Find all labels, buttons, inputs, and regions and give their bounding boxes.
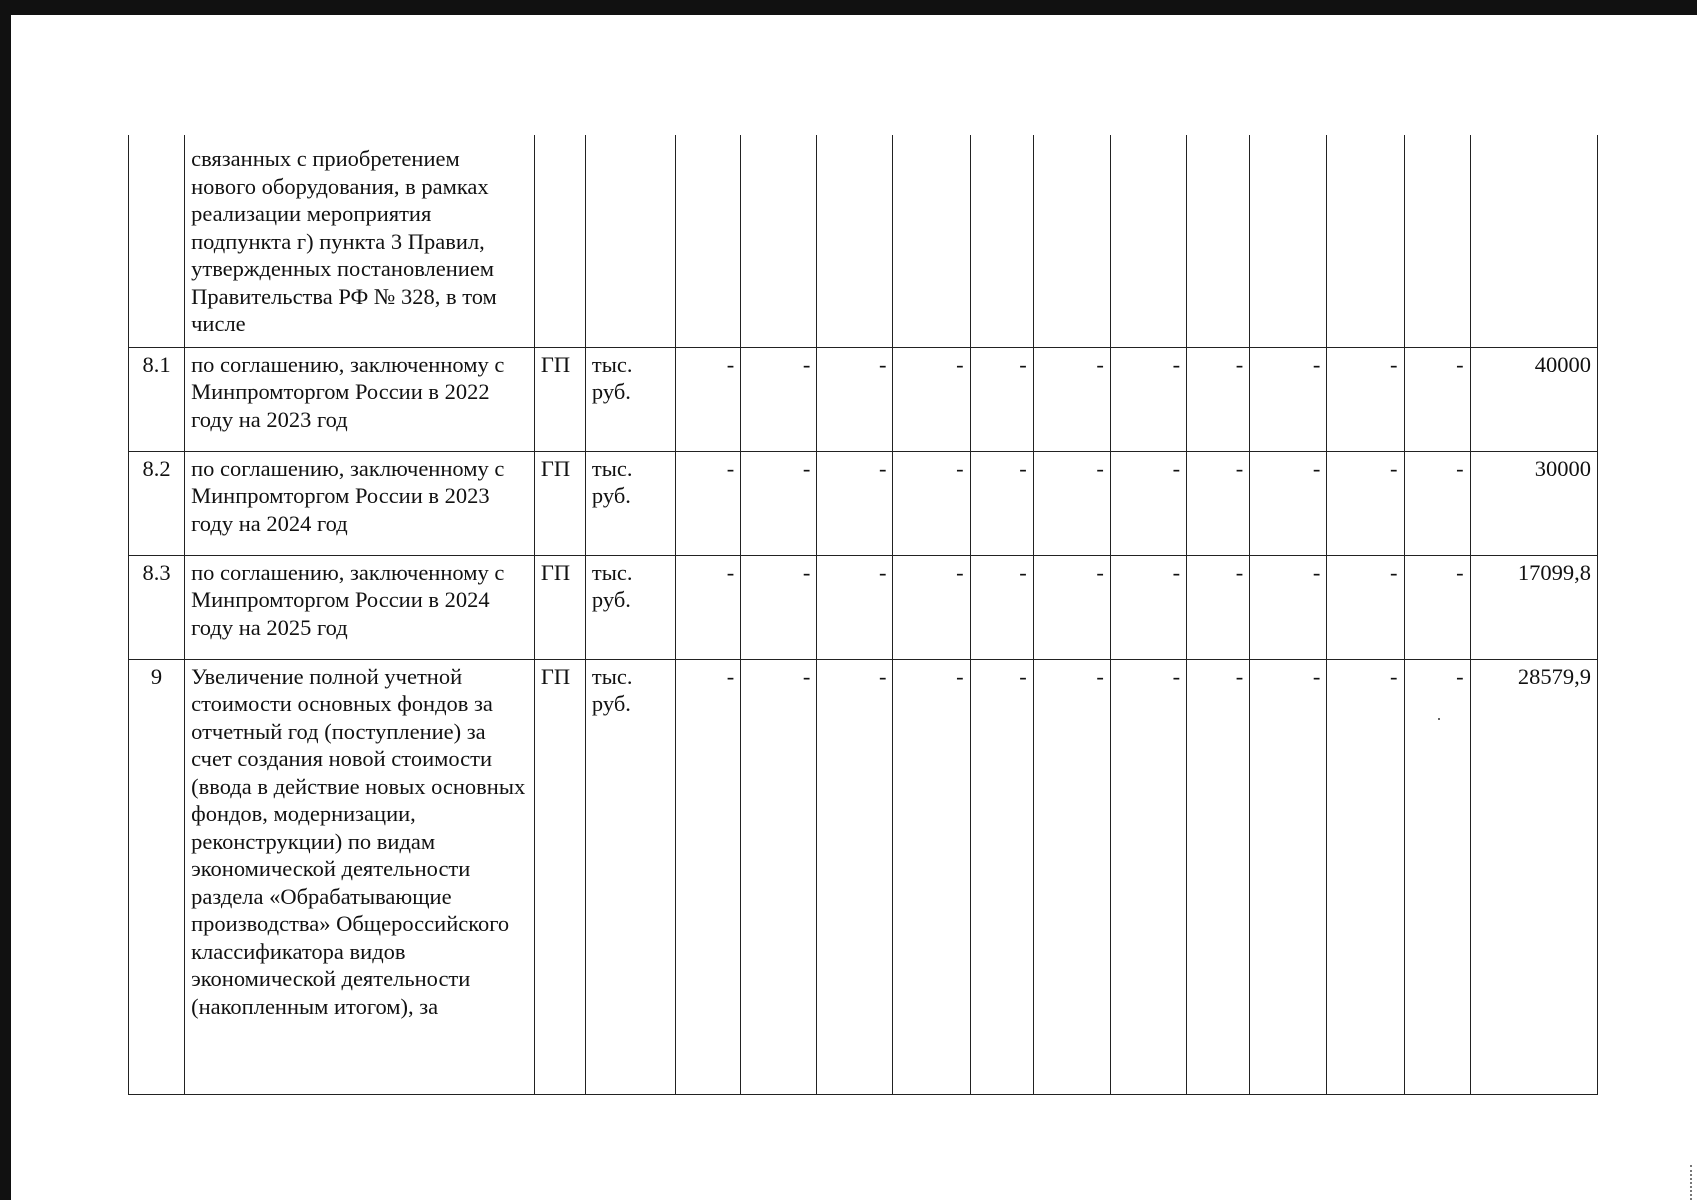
scan-edge-artifact xyxy=(1690,1165,1697,1200)
value-cell: - xyxy=(1187,659,1250,1094)
value-cell: - xyxy=(1110,451,1186,555)
responsible-code: ГП xyxy=(534,555,585,659)
scan-border-top xyxy=(0,0,1697,15)
responsible-code xyxy=(534,135,585,347)
indicators-table xyxy=(128,135,1598,1095)
value-cell: - xyxy=(1110,555,1186,659)
value-cell: - xyxy=(1110,347,1186,451)
total-value: 28579,9 xyxy=(1470,659,1597,1094)
value-cell xyxy=(1110,135,1186,347)
value-cell: - xyxy=(893,451,970,555)
table-row xyxy=(129,135,1598,347)
value-cell xyxy=(893,135,970,347)
value-cell: - xyxy=(970,659,1033,1094)
table-body xyxy=(129,135,1598,1094)
indicator-name: по соглашению, заключенному с Минпромторгом России в 2024 году на 2025 год xyxy=(185,555,535,659)
value-cell: - xyxy=(1110,659,1186,1094)
value-cell: - xyxy=(970,347,1033,451)
responsible-code: ГП xyxy=(534,347,585,451)
table-row xyxy=(129,451,1598,555)
value-cell: - xyxy=(893,347,970,451)
total-value xyxy=(1470,135,1597,347)
value-cell: - xyxy=(817,451,893,555)
unit-of-measure: тыс. руб. xyxy=(585,347,675,451)
value-cell: - xyxy=(1033,347,1110,451)
value-cell: - xyxy=(1033,555,1110,659)
value-cell: - xyxy=(676,555,741,659)
table-row xyxy=(129,347,1598,451)
responsible-code: ГП xyxy=(534,659,585,1094)
indicator-name: связанных с приобретением нового оборудования, в рамках реализации мероприятия подпункта г) пункта 3 Правил, утвержденных постановлением Правительства РФ № 328, в том числе xyxy=(185,135,535,347)
value-cell xyxy=(970,135,1033,347)
value-cell: - xyxy=(1327,555,1404,659)
indicator-name: по соглашению, заключенному с Минпромторгом России в 2023 году на 2024 год xyxy=(185,451,535,555)
value-cell: - xyxy=(893,555,970,659)
value-cell xyxy=(676,135,741,347)
value-cell: - xyxy=(1250,555,1327,659)
value-cell: - xyxy=(817,659,893,1094)
value-cell: - xyxy=(1033,451,1110,555)
unit-of-measure: тыс. руб. xyxy=(585,555,675,659)
value-cell xyxy=(1033,135,1110,347)
value-cell: - xyxy=(676,347,741,451)
row-number: 8.3 xyxy=(129,555,185,659)
value-cell: - xyxy=(741,555,817,659)
indicator-name: по соглашению, заключенному с Минпромторгом России в 2022 году на 2023 год xyxy=(185,347,535,451)
value-cell: - xyxy=(676,659,741,1094)
value-cell: - xyxy=(970,451,1033,555)
unit-of-measure: тыс. руб. xyxy=(585,451,675,555)
value-cell xyxy=(1404,135,1470,347)
responsible-code: ГП xyxy=(534,451,585,555)
value-cell xyxy=(1187,135,1250,347)
value-cell: - xyxy=(1250,451,1327,555)
value-cell: - xyxy=(817,347,893,451)
value-cell: - xyxy=(741,347,817,451)
total-value: 40000 xyxy=(1470,347,1597,451)
value-cell: - xyxy=(1187,347,1250,451)
total-value: 30000 xyxy=(1470,451,1597,555)
unit-of-measure: тыс. руб. xyxy=(585,659,675,1094)
value-cell xyxy=(817,135,893,347)
value-cell xyxy=(741,135,817,347)
value-cell: - xyxy=(1327,451,1404,555)
value-cell: - xyxy=(817,555,893,659)
value-cell: - xyxy=(1250,659,1327,1094)
value-cell: - xyxy=(1187,555,1250,659)
value-cell: - xyxy=(1404,555,1470,659)
table-row xyxy=(129,659,1598,1094)
value-cell: - xyxy=(1404,659,1470,1094)
value-cell: - xyxy=(676,451,741,555)
value-cell: - xyxy=(970,555,1033,659)
value-cell: - xyxy=(741,659,817,1094)
row-number xyxy=(129,135,185,347)
value-cell: - xyxy=(1327,347,1404,451)
total-value: 17099,8 xyxy=(1470,555,1597,659)
value-cell: - xyxy=(893,659,970,1094)
value-cell: - xyxy=(1404,347,1470,451)
indicator-name: Увеличение полной учетной стоимости основных фондов за отчетный год (поступление) за счет создания новой стоимости (ввода в действие новых основных фондов, модернизации, реконструкции) по видам экономической деятельности раздела «Обрабатывающие производства» Общероссийского классификатора видов экономической деятельности (накопленным итогом), за xyxy=(185,659,535,1094)
row-number: 8.2 xyxy=(129,451,185,555)
value-cell xyxy=(1327,135,1404,347)
value-cell: - xyxy=(1187,451,1250,555)
value-cell xyxy=(1250,135,1327,347)
row-number: 9 xyxy=(129,659,185,1094)
value-cell: - xyxy=(741,451,817,555)
scan-dot xyxy=(1438,718,1440,720)
row-number: 8.1 xyxy=(129,347,185,451)
value-cell: - xyxy=(1404,451,1470,555)
value-cell: - xyxy=(1327,659,1404,1094)
unit-of-measure xyxy=(585,135,675,347)
table-row xyxy=(129,555,1598,659)
value-cell: - xyxy=(1033,659,1110,1094)
scan-border-left xyxy=(0,0,11,1200)
value-cell: - xyxy=(1250,347,1327,451)
